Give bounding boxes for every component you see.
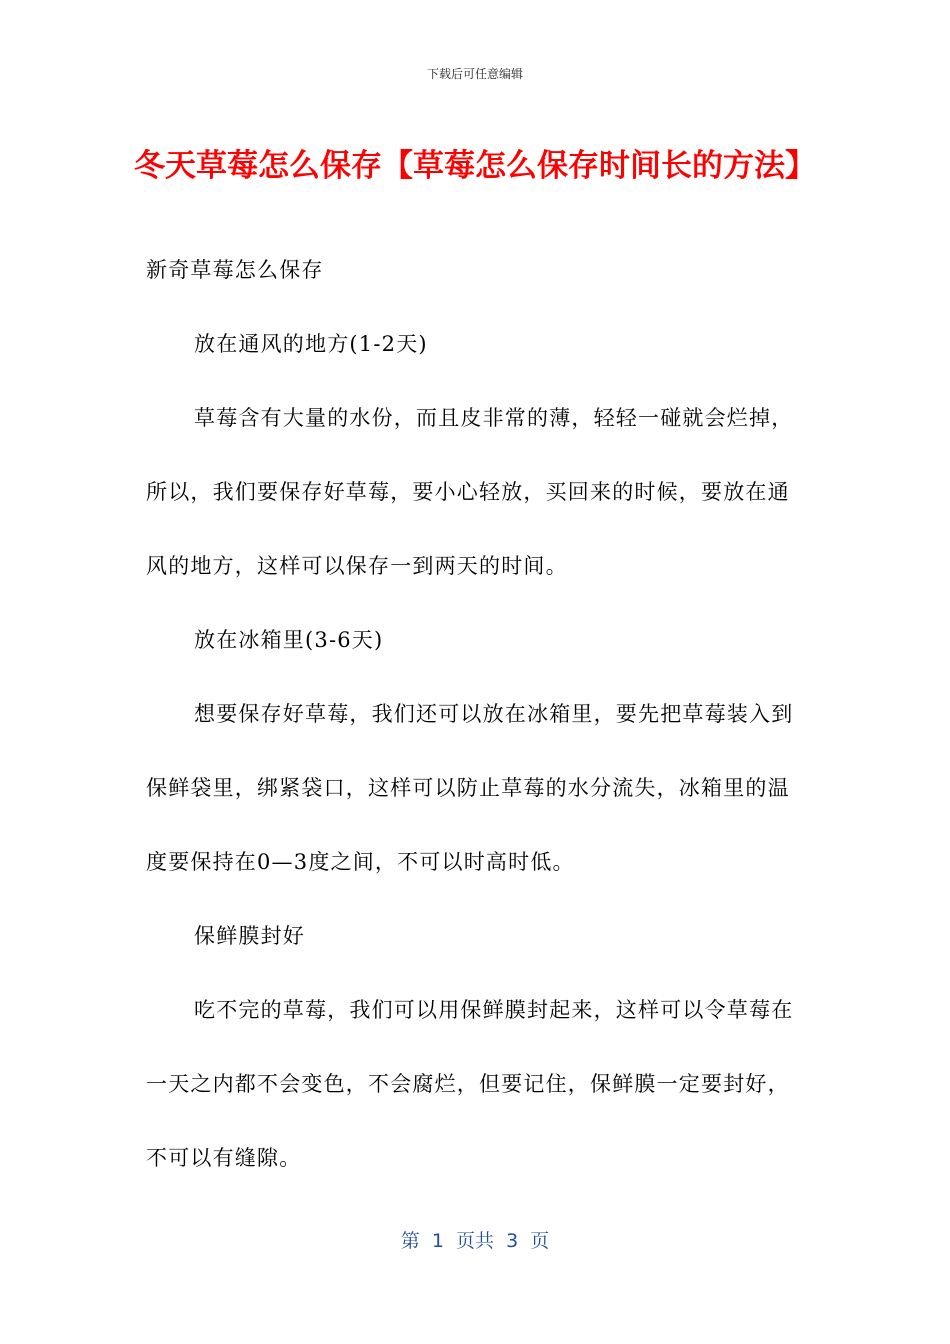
paragraph-fridge-body: 想要保存好草莓，我们还可以放在冰箱里，要先把草莓装入到保鲜袋里，绑紧袋口，这样可以防止草莓的水分流失，冰箱里的温度要保持在0—3度之间，不可以时高时低。 (146, 702, 794, 874)
paragraph-intro: 新奇草莓怎么保存 (146, 258, 324, 282)
page-header-note: 下载后可任意编辑 (426, 67, 523, 81)
paragraph-wrap-body: 吃不完的草莓，我们可以用保鲜膜封起来，这样可以令草莓在一天之内都不会变色，不会腐烂，但要记住，保鲜膜一定要封好，不可以有缝隙。 (146, 998, 794, 1170)
paragraph-heading-ventilated: 放在通风的地方(1-2天) (194, 332, 428, 356)
page-number: 第 1 页共 3 页 (400, 1230, 550, 1252)
paragraph-heading-wrap: 保鲜膜封好 (194, 924, 305, 948)
paragraph-heading-fridge: 放在冰箱里(3-6天) (194, 628, 384, 652)
paragraph-ventilated-body: 草莓含有大量的水份，而且皮非常的薄，轻轻一碰就会烂掉，所以，我们要保存好草莓，要小心轻放，买回来的时候，要放在通风的地方，这样可以保存一到两天的时间。 (146, 406, 794, 578)
document-body (146, 233, 798, 1195)
document-title: 冬天草莓怎么保存【草莓怎么保存时间长的方法】 (134, 148, 816, 184)
